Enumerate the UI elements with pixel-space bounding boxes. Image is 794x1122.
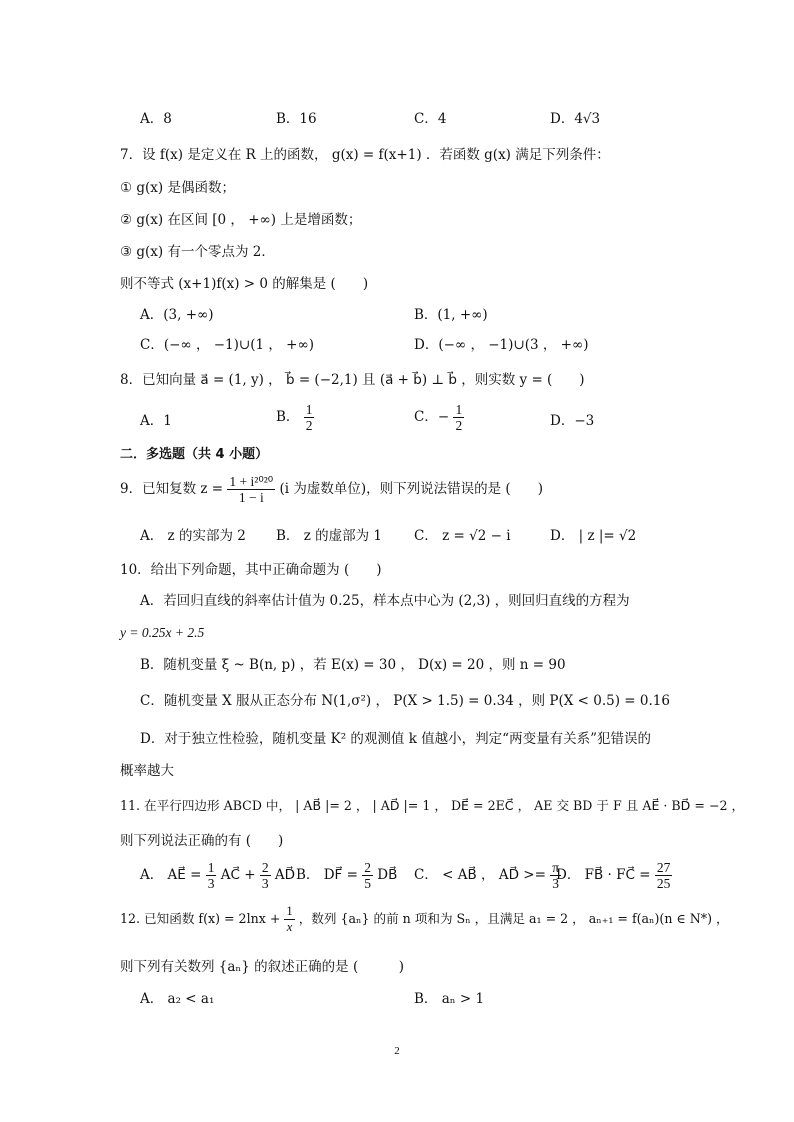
q9-option-c: C． z = √2 − i (414, 528, 511, 544)
fraction-denominator: 2 (455, 418, 463, 433)
q12-option-a: A． a₂ < a₁ (140, 991, 215, 1007)
q11-option-d (556, 860, 672, 891)
q10-option-d-line2: 概率越大 (120, 763, 174, 779)
q9-stem (120, 474, 543, 505)
q10-option-a-line1: A．若回归直线的斜率估计值为 0.25，样本点中心为 (2,3) ，则回归直线的方程为 (140, 593, 630, 609)
q11-option-c (414, 860, 561, 891)
q12-stem-prefix: 12. 已知函数 f(x) = 2lnx + (120, 911, 281, 926)
q11-option-b-fraction (362, 860, 373, 891)
q6-option-c: C．4 (414, 111, 447, 127)
q11-option-d-fraction (655, 860, 673, 891)
q9-option-d: D． | z |= √2 (550, 528, 637, 544)
fraction-denominator: x (286, 920, 293, 934)
fraction-denominator: 2 (305, 418, 313, 433)
q11-option-a (140, 860, 295, 891)
fraction-numerator: 27 (656, 860, 671, 875)
q11-option-b-suffix: DB⃗ (377, 867, 398, 883)
q9-option-a: A． z 的实部为 2 (140, 528, 246, 544)
q11-option-a-suffix: AD⃗ (274, 867, 296, 883)
q9-stem-suffix: (i 为虚数单位)，则下列说法错误的是 ( ) (279, 481, 543, 497)
q11-option-b (296, 860, 397, 891)
section-heading-multiple-choice: 二．多选题（共 4 小题） (120, 447, 269, 462)
q10-option-c: C．随机变量 X 服从正态分布 N(1,σ²) ， P(X > 1.5) = 0.34 ，则 P(X < 0.5) = 0.16 (140, 693, 670, 709)
q8-option-c (414, 402, 464, 433)
q8-option-c-fraction (453, 402, 464, 433)
q8-option-b-label: B． (276, 409, 300, 425)
q6-option-b: B．16 (276, 111, 317, 127)
q12-question: 则下列有关数列 {aₙ} 的叙述正确的是 ( ) (120, 959, 404, 975)
q7-condition-2: ② g(x) 在区间 [0 ， +∞) 上是增函数； (120, 212, 362, 228)
fraction-numerator: 2 (364, 860, 371, 875)
q11-stem: 11. 在平行四边形 ABCD 中， | AB⃗ |= 2 ， | AD⃗ |= 1 ， DE⃗ = 2EC⃗ ， AE 交 BD 于 F 且 AE⃗ · BD⃗ = −2 ， (120, 798, 745, 813)
q8-option-b-fraction (304, 402, 315, 433)
q9-fraction (227, 474, 275, 505)
q7-option-b: B．(1, +∞) (414, 307, 488, 323)
fraction-numerator: 1 (305, 402, 313, 417)
q10-option-d-line1: D．对于独立性检验，随机变量 K² 的观测值 k 值越小，判定“两变量有关系”犯错误的 (140, 731, 651, 747)
q11-option-c-label: C． < AB⃗ ， AD⃗ >= (414, 867, 546, 883)
page-number: 2 (394, 1045, 400, 1057)
fraction-numerator: 2 (261, 860, 269, 875)
q8-option-c-label: C．− (414, 409, 450, 425)
q12-option-b: B． aₙ > 1 (414, 991, 485, 1007)
fraction-numerator: 1 (286, 904, 293, 918)
fraction-denominator: 3 (261, 876, 269, 891)
fraction-numerator: 1 + i²⁰²⁰ (229, 474, 274, 489)
q12-stem-suffix: ，数列 {aₙ} 的前 n 项和为 Sₙ ，且满足 a₁ = 2 ， aₙ₊₁ = f(aₙ)(n ∈ N*) ， (298, 911, 729, 926)
q7-condition-1: ① g(x) 是偶函数； (120, 180, 235, 196)
q12-fraction (284, 904, 294, 935)
fraction-denominator: 5 (364, 876, 371, 891)
q11-option-a-label: A． AE⃗ = (140, 867, 202, 883)
q7-option-d: D．(−∞ ， −1)∪(3 ， +∞) (414, 337, 589, 353)
fraction-denominator: 1 − i (238, 490, 264, 505)
q8-stem: 8．已知向量 a⃗ = (1, y) ， b⃗ = (−2,1) 且 (a⃗ + b⃗) ⊥ b⃗ ，则实数 y = ( ) (120, 372, 585, 388)
q10-option-a-line2: y = 0.25x + 2.5 (120, 625, 205, 640)
q7-question: 则不等式 (x+1)f(x) > 0 的解集是 ( ) (120, 276, 369, 292)
fraction-denominator: 25 (656, 876, 671, 891)
q12-stem (120, 904, 729, 935)
q8-option-d: D．−3 (550, 413, 595, 429)
q7-option-a: A．(3, +∞) (140, 307, 214, 323)
q6-option-d: D．4√3 (550, 111, 601, 127)
q7-stem: 7．设 f(x) 是定义在 R 上的函数， g(x) = f(x+1) ．若函数 g(x) 满足下列条件： (120, 147, 610, 163)
q11-question: 则下列说法正确的有 ( ) (120, 833, 284, 849)
fraction-numerator: 1 (207, 860, 215, 875)
q10-option-b: B．随机变量 ξ ~ B(n, p) ，若 E(x) = 30 ， D(x) = 20 ，则 n = 90 (140, 657, 566, 673)
q7-option-c: C．(−∞ ， −1)∪(1 ， +∞) (140, 337, 314, 353)
fraction-numerator: 1 (455, 402, 463, 417)
q8-option-b (276, 402, 314, 433)
fraction-denominator: 3 (207, 876, 215, 891)
q11-option-b-label: B． DF⃗ = (296, 867, 358, 883)
q8-option-a: A．1 (140, 413, 172, 429)
q11-option-a-fraction-2 (260, 860, 271, 891)
fraction-numerator: π (552, 860, 560, 875)
q6-option-a: A．8 (140, 111, 172, 127)
q7-condition-3: ③ g(x) 有一个零点为 2． (120, 244, 275, 260)
fraction-denominator: 3 (552, 876, 559, 891)
q10-stem: 10．给出下列命题，其中正确命题为 ( ) (120, 562, 382, 578)
q11-option-a-fraction-1 (206, 860, 217, 891)
q11-option-a-middle: AC⃗ + (220, 867, 256, 883)
q11-option-d-label: D． FB⃗ · FC⃗ = (556, 867, 651, 883)
q9-option-b: B． z 的虚部为 1 (276, 528, 382, 544)
q9-stem-prefix: 9．已知复数 z = (120, 481, 224, 497)
